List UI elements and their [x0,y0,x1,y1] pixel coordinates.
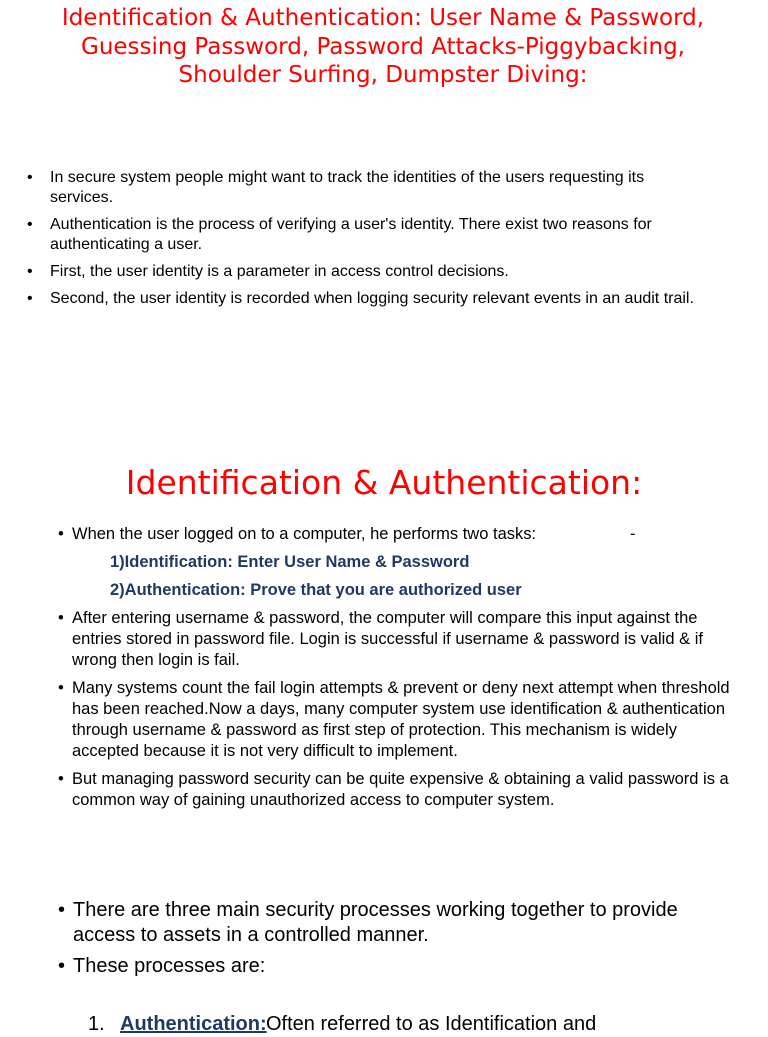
bullet-icon: • [58,679,64,697]
item-text: Often referred to as Identification and [266,1013,597,1035]
item-number: 1. [88,1013,105,1035]
bullet-icon: • [27,169,33,186]
bullet-icon: • [58,609,64,627]
slide3-bullet-list [0,898,740,985]
list-item [0,898,740,948]
bullet-text: Authentication is the process of verifying a user's identity. There exist two reasons for authenticating a user. [50,216,652,253]
bullet-text: These processes are: [73,955,266,977]
bullet-text: Many systems count the fail login attempts & prevent or deny next attempt when threshold has been reached.Now a days, many computer system use identification & authentication through username & password as first step of protection. This mechanism is widely accepted because it is not very difficult to implement. [72,679,730,760]
slide1-bullet-list [0,168,700,316]
bullet-text: After entering username & password, the computer will compare this input against the entries stored in password file. Login is successful if username & password is valid & if wrong then login is fail. [72,609,703,669]
list-item [0,524,740,545]
sub-item-identification: 1)Identification: Enter User Name & Password [110,553,470,571]
bullet-icon: • [58,899,66,921]
slide2-bullet-list [0,524,740,818]
slide1-title: Identification & Authentication: User Name & Password, Guessing Password, Password Attacks-Piggybacking, Shoulder Surfing, Dumpster Diving: [61,5,705,88]
dash-mark: - [630,525,636,543]
bullet-text: Second, the user identity is recorded when logging security relevant events in an audit trail. [50,290,694,307]
bullet-icon: • [27,263,33,280]
list-item [0,678,740,762]
list-item [0,608,740,671]
bullet-icon: • [58,525,64,543]
bullet-text: In secure system people might want to track the identities of the users requesting its services. [50,169,645,206]
list-item [0,262,700,282]
bullet-icon: • [27,290,33,307]
item-keyword: Authentication: [120,1013,267,1035]
bullet-text: But managing password security can be quite expensive & obtaining a valid password is a common way of gaining unauthorized access to computer system. [72,770,729,809]
slide2-title: Identification & Authentication: [125,463,643,502]
bullet-icon: • [58,955,66,977]
list-item [0,168,700,208]
sub-item-authentication: 2)Authentication: Prove that you are authorized user [110,581,522,599]
bullet-text: First, the user identity is a parameter in access control decisions. [50,263,509,280]
list-item [0,954,740,979]
list-item [0,215,700,255]
bullet-text: When the user logged on to a computer, he performs two tasks: [72,525,537,543]
list-item [0,289,700,309]
bullet-text: There are three main security processes working together to provide access to assets in a controlled manner. [73,899,678,946]
bullet-icon: • [27,216,33,233]
bullet-icon: • [58,770,64,788]
list-item [0,769,740,811]
